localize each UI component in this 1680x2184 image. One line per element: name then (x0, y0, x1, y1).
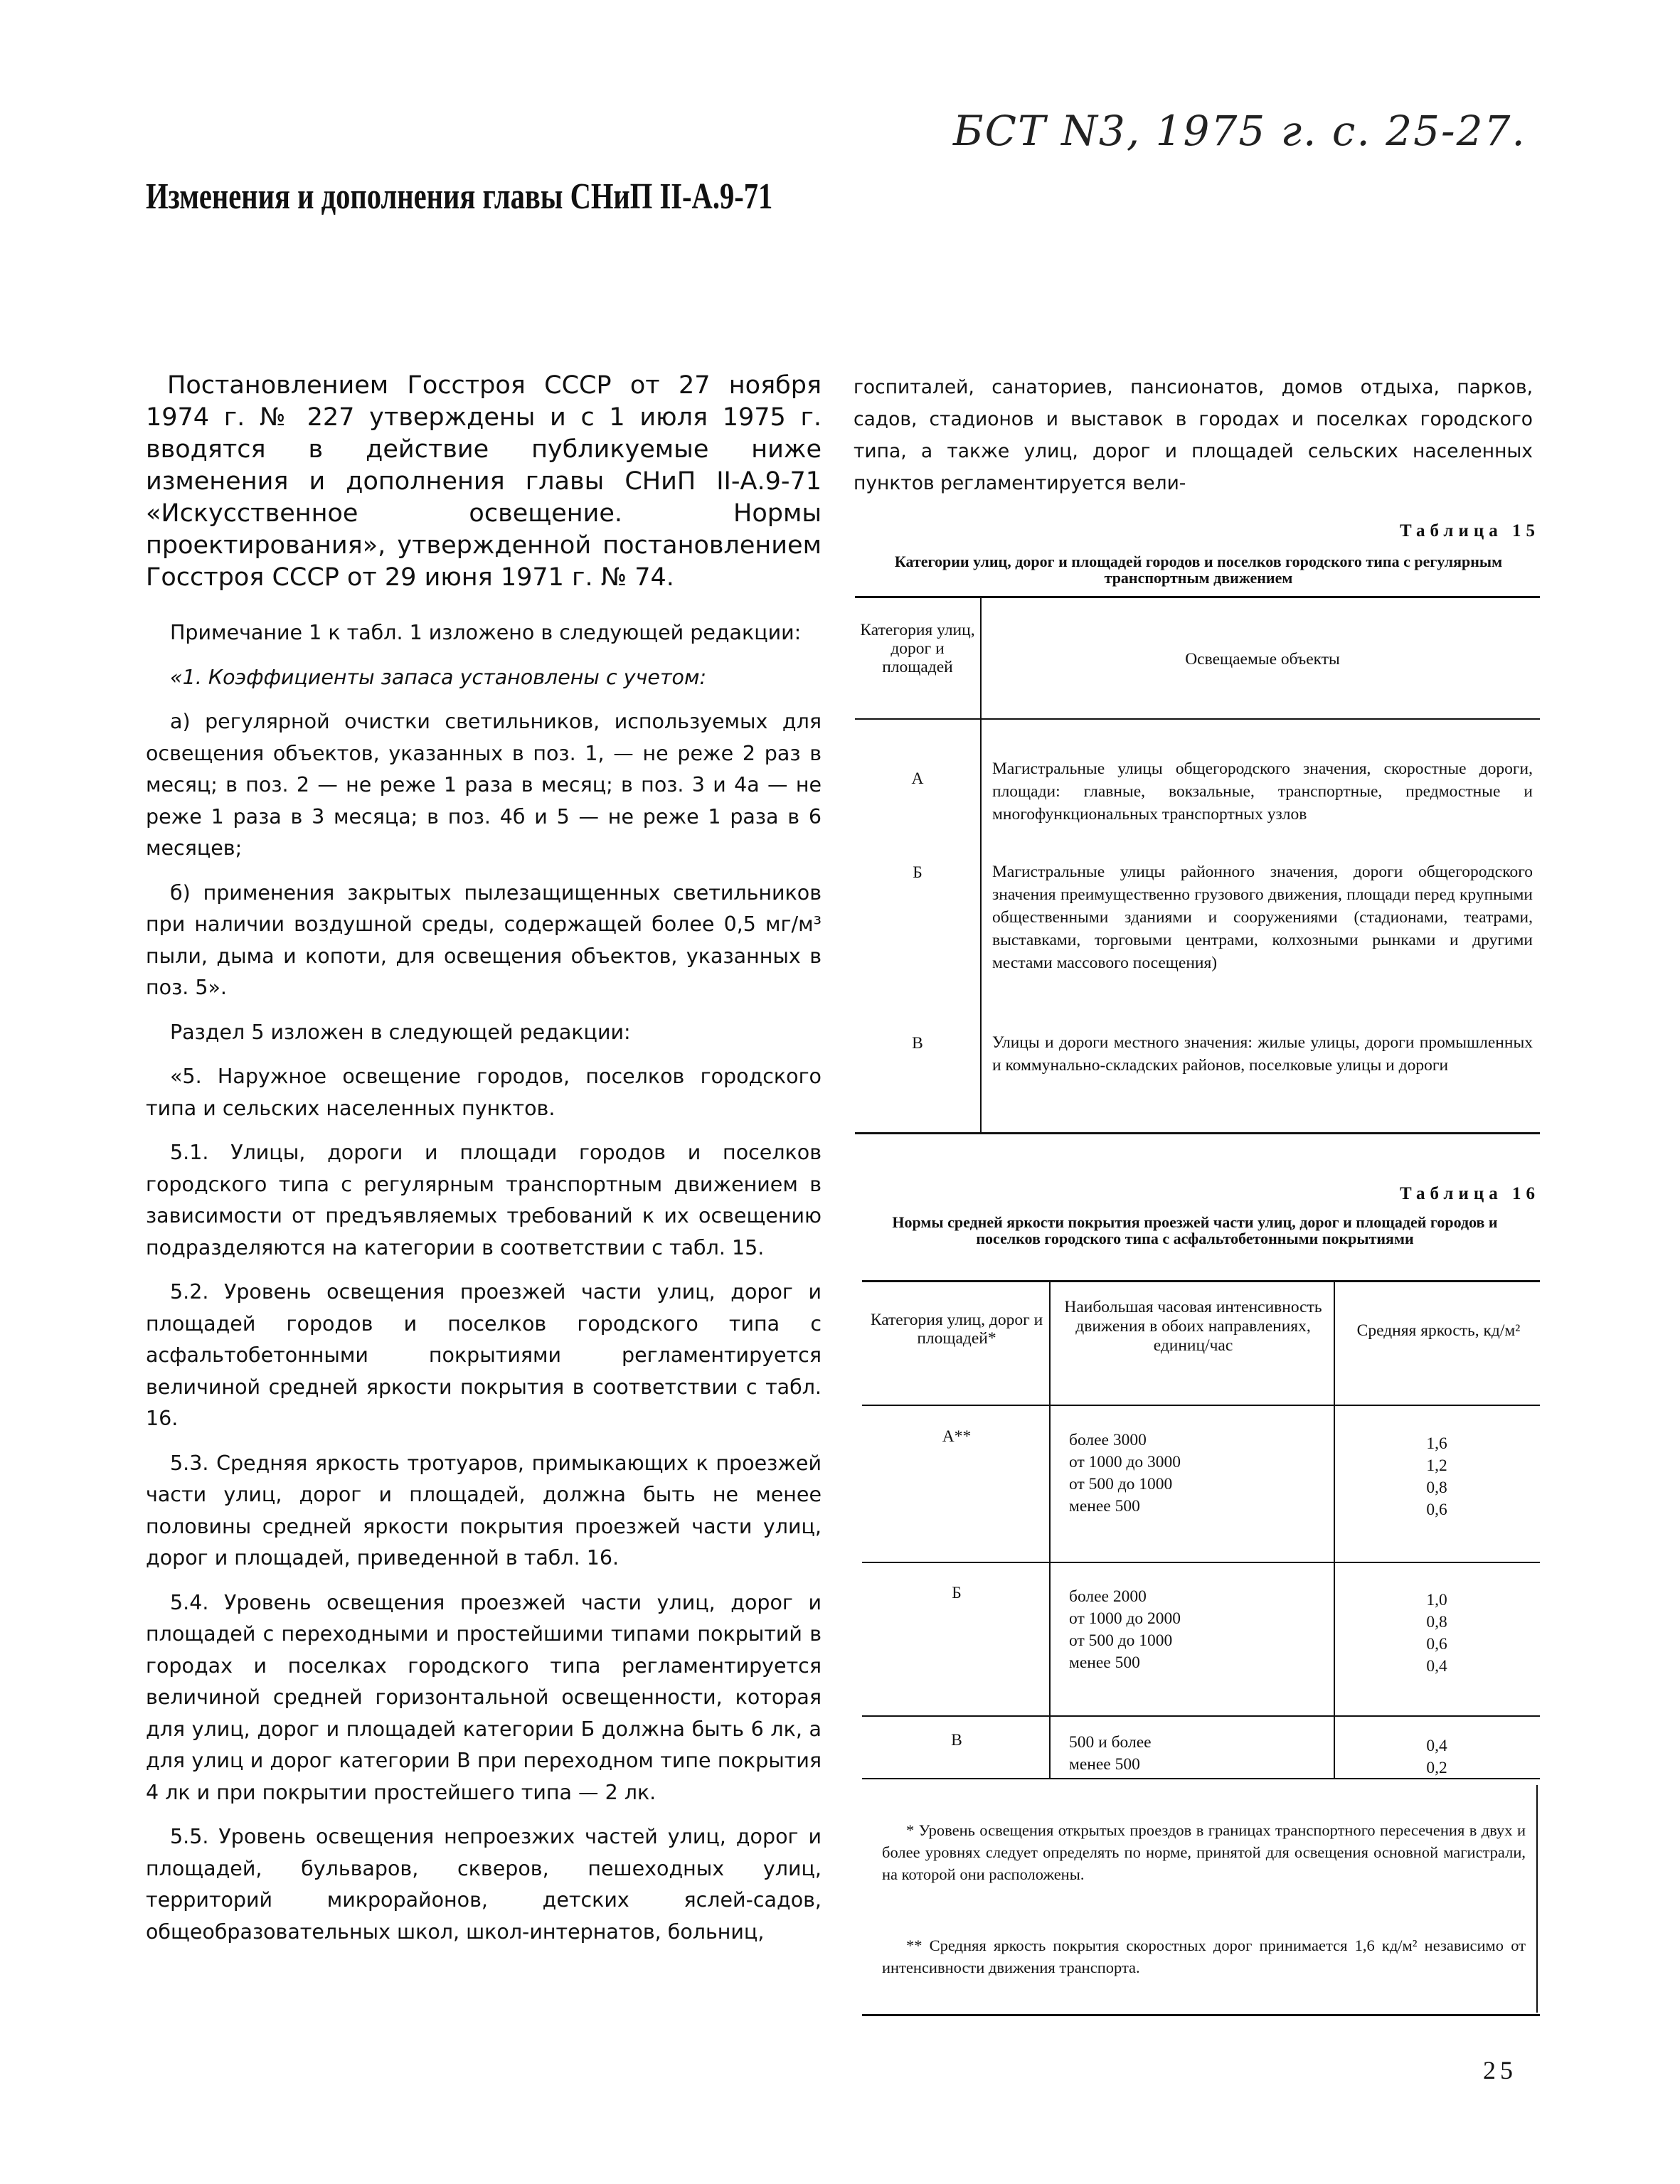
table15-header-category: Категория улиц, дорог и площадей (860, 621, 975, 676)
table16-group-b-intensities (1069, 1586, 1325, 1674)
intensity-cell: от 1000 до 3000 (1069, 1453, 1181, 1471)
table15-header-rule (855, 718, 1540, 720)
table16-right-edge (1536, 1785, 1538, 2013)
note-item-b: б) применения закрытых пылезащищенных светильников при наличии воздушной среды, содержащей более 0,5 мг/м³ пыли, дыма и копоти, для освещения объектов, указанных в поз. 5». (146, 880, 822, 999)
right-column-text: госпиталей, санаториев, пансионатов, домов отдыха, парков, садов, стадионов и выставок в городах и поселках городского типа, а также улиц, дорог и площадей сельских населенных пунктов регламентируется вели- (854, 376, 1533, 494)
table15-row-a-text: Магистральные улицы общегородского значения, скоростные дороги, площади: главные, вокзальные, транспортные, предмостные и многофункциональных транспортных узлов (992, 760, 1533, 824)
brightness-cell: 0,8 (1426, 1613, 1447, 1631)
paragraph-5-2: 5.2. Уровень освещения проезжей части улиц, дорог и площадей городов и поселков городского типа с асфальтобетонными покрытиями регламентируется величиной средней яркости покрытия в соответствии с табл. 16. (146, 1280, 822, 1430)
page-number: 25 (1483, 2056, 1517, 2084)
table16-rule-a (862, 1562, 1540, 1563)
intensity-cell: от 500 до 1000 (1069, 1631, 1173, 1650)
note-item-a: а) регулярной очистки светильников, используемых для освещения объектов, указанных в поз. 1, — не реже 2 раз в месяц; в поз. 2 — не реже 1 раза в месяц; в поз. 3 и 4а — не реже 1 раза в 3 месяца; в поз. 4б и 5 — не реже 1 раза в 6 месяцев; (146, 710, 822, 860)
table16-top-rule (862, 1280, 1540, 1282)
table16-group-b-values (1341, 1589, 1533, 1678)
table16-footnote-2: ** Средняя яркость покрытия скоростных дорог принимается 1,6 кд/м² независимо от интенсивности движения транспорта. (882, 1937, 1526, 1976)
table16-caption: Нормы средней яркости покрытия проезжей части улиц, дорог и площадей городов и поселков городского типа с асфальтобетонными покрытиями (892, 1213, 1498, 1247)
paragraph-5-3: 5.3. Средняя яркость тротуаров, примыкающих к проезжей части улиц, дорог и площадей, должна быть не менее половины средней яркости покрытия проезжей части улиц, дорог и площадей, приведенной в табл. 16. (146, 1451, 822, 1570)
brightness-cell: 1,2 (1426, 1456, 1447, 1475)
note-heading: «1. Коэффициенты запаса установлены с учетом: (170, 665, 707, 689)
table16-bottom-rule (862, 2014, 1540, 2016)
table15-bottom-rule (855, 1132, 1540, 1134)
brightness-cell: 0,4 (1426, 1737, 1447, 1755)
table15-row-c-text: Улицы и дороги местного значения: жилые улицы, дороги промышленных и коммунально-складских районов, поселковые улицы и дороги (992, 1033, 1533, 1075)
page-title: Изменения и дополнения главы СНиП II-А.9-71 (146, 176, 773, 217)
brightness-cell: 0,6 (1426, 1501, 1447, 1519)
lead-text: Постановлением Госстроя СССР от 27 ноября 1974 г. № 227 утверждены и с 1 июля 1975 г. вводятся в действие публикуемые ниже изменения и дополнения главы СНиП II-А.9-71 «Искусственное освещение. Нормы проектирования», утвержденной постановлением Госстроя СССР от 29 июня 1971 г. № 74. (146, 371, 822, 592)
table16-rule-b (862, 1715, 1540, 1717)
brightness-cell: 0,4 (1426, 1657, 1447, 1676)
table16-group-a-category: А** (942, 1427, 972, 1446)
table16-group-a-intensities (1069, 1429, 1325, 1518)
note-intro: Примечание 1 к табл. 1 изложено в следующей редакции: (170, 621, 802, 644)
table15-top-rule (855, 596, 1540, 598)
table15-row-c-category: В (912, 1034, 923, 1053)
handwritten-reference: БСТ N3, 1975 г. с. 25-27. (953, 107, 1526, 155)
left-column (146, 617, 822, 1961)
brightness-cell: 0,2 (1426, 1759, 1447, 1777)
table16-group-a-values (1341, 1433, 1533, 1521)
table15-row-a-category: А (911, 769, 924, 788)
table16-group-c-intensities (1069, 1732, 1325, 1776)
intensity-cell: более 2000 (1069, 1587, 1147, 1606)
table15-caption: Категории улиц, дорог и площадей городов и поселков городского типа с регулярным транспортным движением (894, 553, 1503, 587)
table15-label: Таблица 15 (1399, 521, 1540, 540)
table16-divider-2 (1334, 1282, 1335, 1779)
table16-header-intensity: Наибольшая часовая интенсивность движения в обоих направлениях, единиц/час (1064, 1298, 1322, 1355)
table16-group-c-category: В (951, 1731, 962, 1749)
brightness-cell: 1,0 (1426, 1591, 1447, 1609)
intensity-cell: 500 и более (1069, 1733, 1152, 1752)
table15-column-divider (980, 597, 982, 1133)
table16-header-category: Категория улиц, дорог и площадей* (870, 1311, 1043, 1348)
section-intro: Раздел 5 изложен в следующей редакции: (170, 1020, 631, 1044)
intensity-cell: от 1000 до 2000 (1069, 1609, 1181, 1628)
table16-header-brightness: Средняя яркость, кд/м² (1356, 1321, 1521, 1340)
intensity-cell: менее 500 (1069, 1755, 1140, 1774)
table16-group-b-category: Б (952, 1584, 962, 1602)
paragraph-5-1: 5.1. Улицы, дороги и площади городов и поселков городского типа с регулярным транспортным движением в зависимости от предъявляемых требований к их освещению подразделяются на категории в соответствии с табл. 15. (146, 1141, 822, 1259)
paragraph-5-5: 5.5. Уровень освещения непроезжих частей улиц, дорог и площадей, бульваров, скверов, пешеходных улиц, территорий микрорайонов, детских яслей-садов, общеобразовательных школ, школ-интернатов, больниц, (146, 1825, 822, 1944)
section-heading: «5. Наружное освещение городов, поселков городского типа и сельских населенных пунктов. (146, 1065, 822, 1120)
table16-label: Таблица 16 (1399, 1184, 1540, 1203)
brightness-cell: 0,6 (1426, 1635, 1447, 1653)
table16-divider-1 (1049, 1282, 1051, 1779)
table16-header-rule (862, 1405, 1540, 1406)
intensity-cell: более 3000 (1069, 1431, 1147, 1449)
table15-header-objects: Освещаемые объекты (1185, 650, 1340, 668)
brightness-cell: 0,8 (1426, 1479, 1447, 1497)
intensity-cell: менее 500 (1069, 1497, 1140, 1516)
intensity-cell: менее 500 (1069, 1653, 1140, 1672)
intensity-cell: от 500 до 1000 (1069, 1475, 1173, 1493)
lead-paragraph (146, 370, 822, 594)
table16-group-c-values (1341, 1735, 1533, 1779)
brightness-cell: 1,6 (1426, 1434, 1447, 1453)
table15-row-b-category: Б (913, 863, 923, 882)
paragraph-5-4: 5.4. Уровень освещения проезжей части улиц, дорог и площадей с переходными и простейшими типами покрытий в городах и поселках городского типа регламентируется величиной средней горизонтальной освещенности, которая для улиц, дорог и площадей категории Б должна быть 6 лк, а для улиц и дорог категории В при переходном типе покрытия 4 лк и при покрытии простейшего типа — 2 лк. (146, 1590, 822, 1804)
table16-footnote-1: * Уровень освещения открытых проездов в границах транспортного пересечения в двух и более уровнях следует определять по норме, принятой для освещения основной магистрали, на которой они расположены. (882, 1821, 1526, 1883)
table15-row-b-text: Магистральные улицы районного значения, дороги общегородского значения преимущественно грузового движения, площади перед крупными общественными зданиями и сооружениями (стадионами, театрами, выставками, торговыми центрами, колхозными рынками и другими местами массового посещения) (992, 863, 1533, 972)
